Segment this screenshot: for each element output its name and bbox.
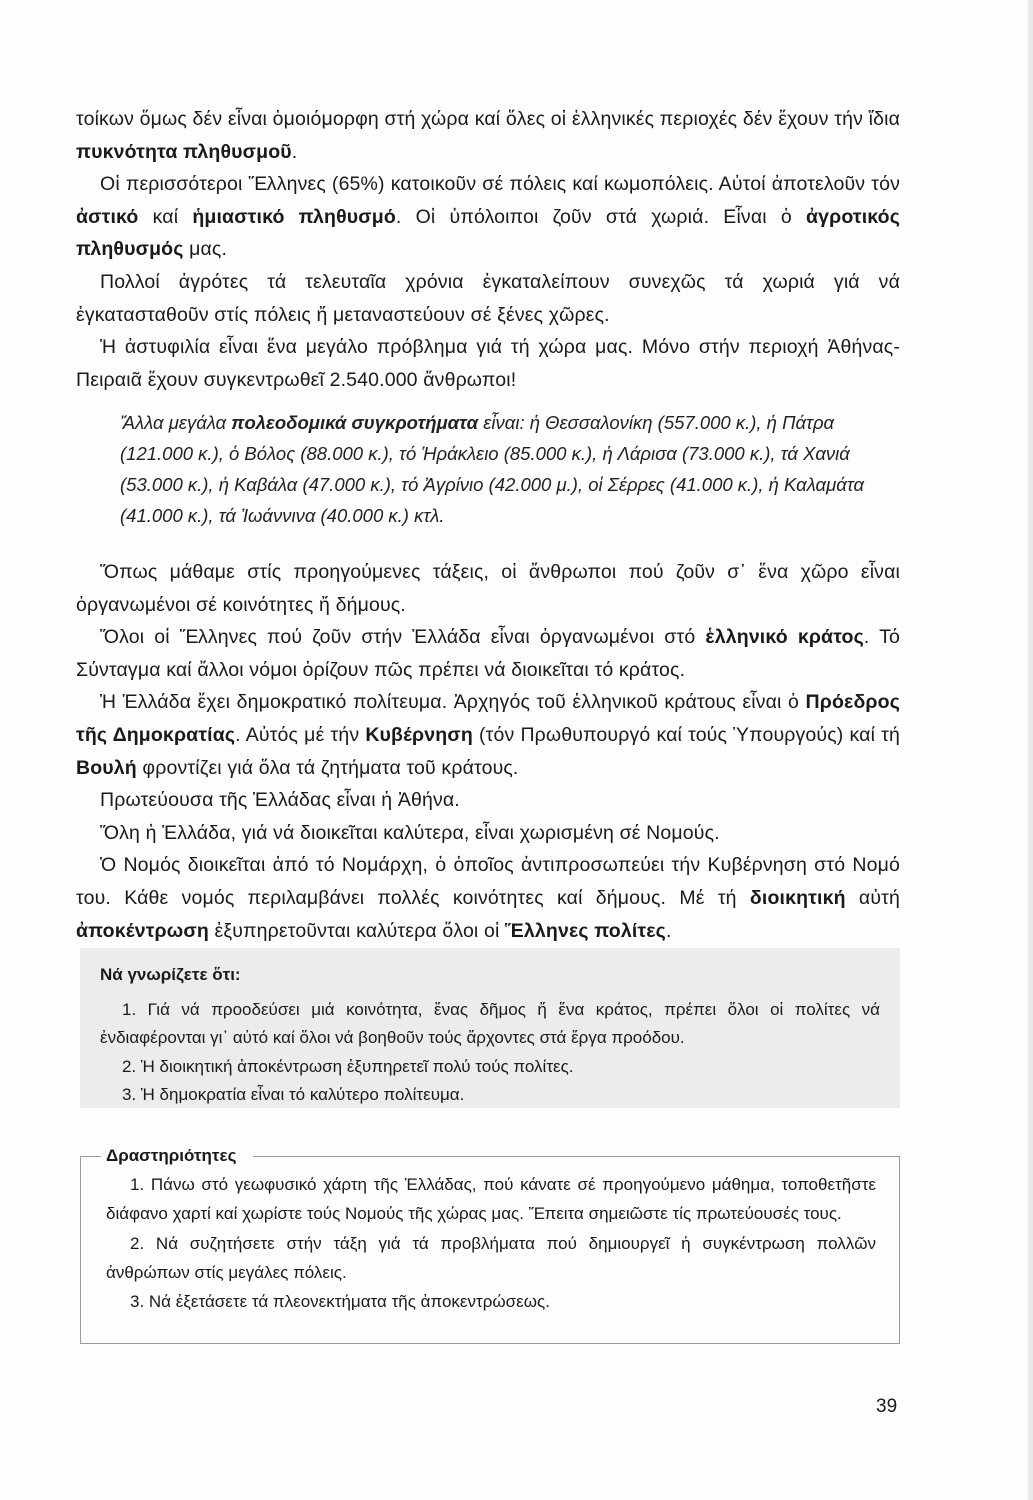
page-number: 39 [876,1396,898,1417]
activity-item: 3. Νά ἐξετάσετε τά πλεονεκτήματα τῆς ἀποκεντρώσεως. [130,1292,550,1312]
paragraph-capital: Πρωτεύουσα τῆς Ἑλλάδας εἶναι ἡ Ἀθήνα. [100,789,460,812]
term-semi-urban: ἡμιαστικό πληθυσμό [192,205,396,228]
activities-title: Δραστηριότητες [106,1146,237,1165]
activity-item: 1. Πάνω στό γεωφυσικό χάρτη τῆς Ἑλλάδας, πού κάνατε σέ προηγούμενο μάθημα, τοποθετῆστε διάφανο χαρτί καί χωρίστε τούς Νομούς τῆς χώρας μας. Ἔπειτα σημειῶστε τίς πρωτεύουσές τους. [106,1175,876,1224]
paragraph-density: τοίκων ὅμως δέν εἶναι ὁμοιόμορφη στή χώρα καί ὅλες οἱ ἑλληνικές περιοχές δέν ἔχουν τήν ἴδια πυκνότητα πληθυσμοῦ. [76,108,900,163]
section-population [76,103,900,396]
know-item: 3. Ἡ δημοκρατία εἶναι τό καλύτερο πολίτευμα. [122,1085,465,1105]
paragraph-prefectures: Ὅλη ἡ Ἑλλάδα, γιά νά διοικεῖται καλύτερα, εἶναι χωρισμένη σέ Νομούς. [100,821,720,844]
paragraph-urban: Οἱ περισσότεροι Ἕλληνες (65%) κατοικοῦν σέ πόλεις καί κωμοπόλεις. Αὐτοί ἀποτελοῦν τόν ἀστικό καί ἡμιαστικό πληθυσμό. Οἱ ὑπόλοιποι ζοῦν στά χωριά. Εἶναι ὁ ἀγροτικός πληθυσμός μας. [76,173,901,261]
activity-item: 2. Νά συζητήσετε στήν τάξη γιά τά προβλήματα πού δημιουργεῖ ἡ συγκέντρωση πολλῶν ἀνθρώπων στίς μεγάλες πόλεις. [106,1233,876,1282]
paragraph-communities: Ὅπως μάθαμε στίς προηγούμενες τάξεις, οἱ ἄνθρωποι πού ζοῦν σ᾽ ἕνα χῶρο εἶναι ὀργανωμένοι σέ κοινότητες ἤ δήμους. [76,561,900,616]
term-government: Κυβέρνηση [365,723,473,746]
paragraph-decentralization: Ὁ Νομός διοικεῖται ἀπό τό Νομάρχη, ὁ ὁποῖος ἀντιπροσωπεύει τήν Κυβέρνηση στό Νομό του. Κάθε νομός περιλαμβάνει πολλές κοινότητες καί δήμους. Μέ τή διοικητική αὐτή ἀποκέντρωση ἐξυπηρετοῦνται καλύτερα ὅλοι οἱ Ἕλληνες πολίτες. [76,854,900,942]
know-item: 1. Γιά νά προοδεύσει μιά κοινότητα, ἕνας δῆμος ἤ ἕνα κράτος, πρέπει ὅλοι οἱ πολίτες νά ἐνδιαφέρονται γι᾽ αὐτό καί ὅλοι νά βοηθοῦν τούς ἄρχοντες στά ἔργα προόδου. [100,999,880,1048]
paragraph-state: Ὅλοι οἱ Ἕλληνες πού ζοῦν στήν Ἑλλάδα εἶναι ὀργανωμένοι στό ἑλληνικό κράτος. Τό Σύνταγμα καί ἄλλοι νόμοι ὁρίζουν πῶς πρέπει νά διοικεῖται τό κράτος. [76,626,901,681]
paragraph-migration: Πολλοί ἀγρότες τά τελευταῖα χρόνια ἐγκαταλείπουν συνεχῶς τά χωριά γιά νά ἐγκατασταθοῦν στίς πόλεις ἤ μεταναστεύουν σέ ξένες χῶρες. [76,270,900,326]
know-item: 2. Ἡ διοικητική ἀποκέντρωση ἐξυπηρετεῖ πολύ τούς πολίτες. [122,1056,574,1076]
term-population-density: πυκνότητα πληθυσμοῦ [76,140,292,163]
cities-note: Ἄλλα μεγάλα πολεοδομικά συγκροτήματα εἶναι: ἡ Θεσσαλονίκη (557.000 κ.), ἡ Πάτρα (121.000 κ.), ὁ Βόλος (88.000 κ.), τό Ἡράκλειο (85.000 κ.), ἡ Λάρισα (73.000 κ.), τά Χανιά (53.000 κ.), ἡ Καβάλα (47.000 κ.), τό Ἀγρίνιο (42.000 μ.), οἱ Σέρρες (41.000 κ.), ἡ Καλαμάτα (41.000 κ.), τά Ἰωάννινα (40.000 κ.) κτλ. [120,412,864,526]
paragraph-government: Ἡ Ἑλλάδα ἔχει δημοκρατικό πολίτευμα. Ἀρχηγός τοῦ ἑλληνικοῦ κράτους εἶναι ὁ Πρόεδρος τῆς Δημοκρατίας. Αὐτός μέ τήν Κυβέρνηση (τόν Πρωθυπουργό καί τούς Ὑπουργούς) καί τή Βουλή φροντίζει γιά ὅλα τά ζητήματα τοῦ κράτους. [76,691,900,779]
term-greek-citizens: Ἕλληνες πολίτες [505,919,666,942]
know-box [100,961,880,1110]
term-decentralization: ἀποκέντρωση [76,919,209,942]
term-parliament: Βουλή [76,756,137,779]
activities-list [106,1170,876,1316]
term-urban-complexes: πολεοδομικά συγκροτήματα [231,412,479,433]
paragraph-urbanization: Ἡ ἀστυφιλία εἶναι ἕνα μεγάλο πρόβλημα γιά τή χώρα μας. Μόνο στήν περιοχή Ἀθήνας-Πειραιᾶ ἔχουν συγκεντρωθεῖ 2.540.000 ἄνθρωποι! [76,336,900,391]
term-greek-state: ἑλληνικό κράτος [705,626,864,649]
term-administrative: διοικητική [749,886,846,909]
know-title: Νά γνωρίζετε ὅτι: [100,965,241,984]
term-rural: ἀγροτικός πληθυσμός [76,205,901,261]
term-president: Πρόεδρος τῆς Δημοκρατίας [76,691,900,746]
term-urban: ἀστικό [76,205,139,228]
section-state [76,556,900,947]
